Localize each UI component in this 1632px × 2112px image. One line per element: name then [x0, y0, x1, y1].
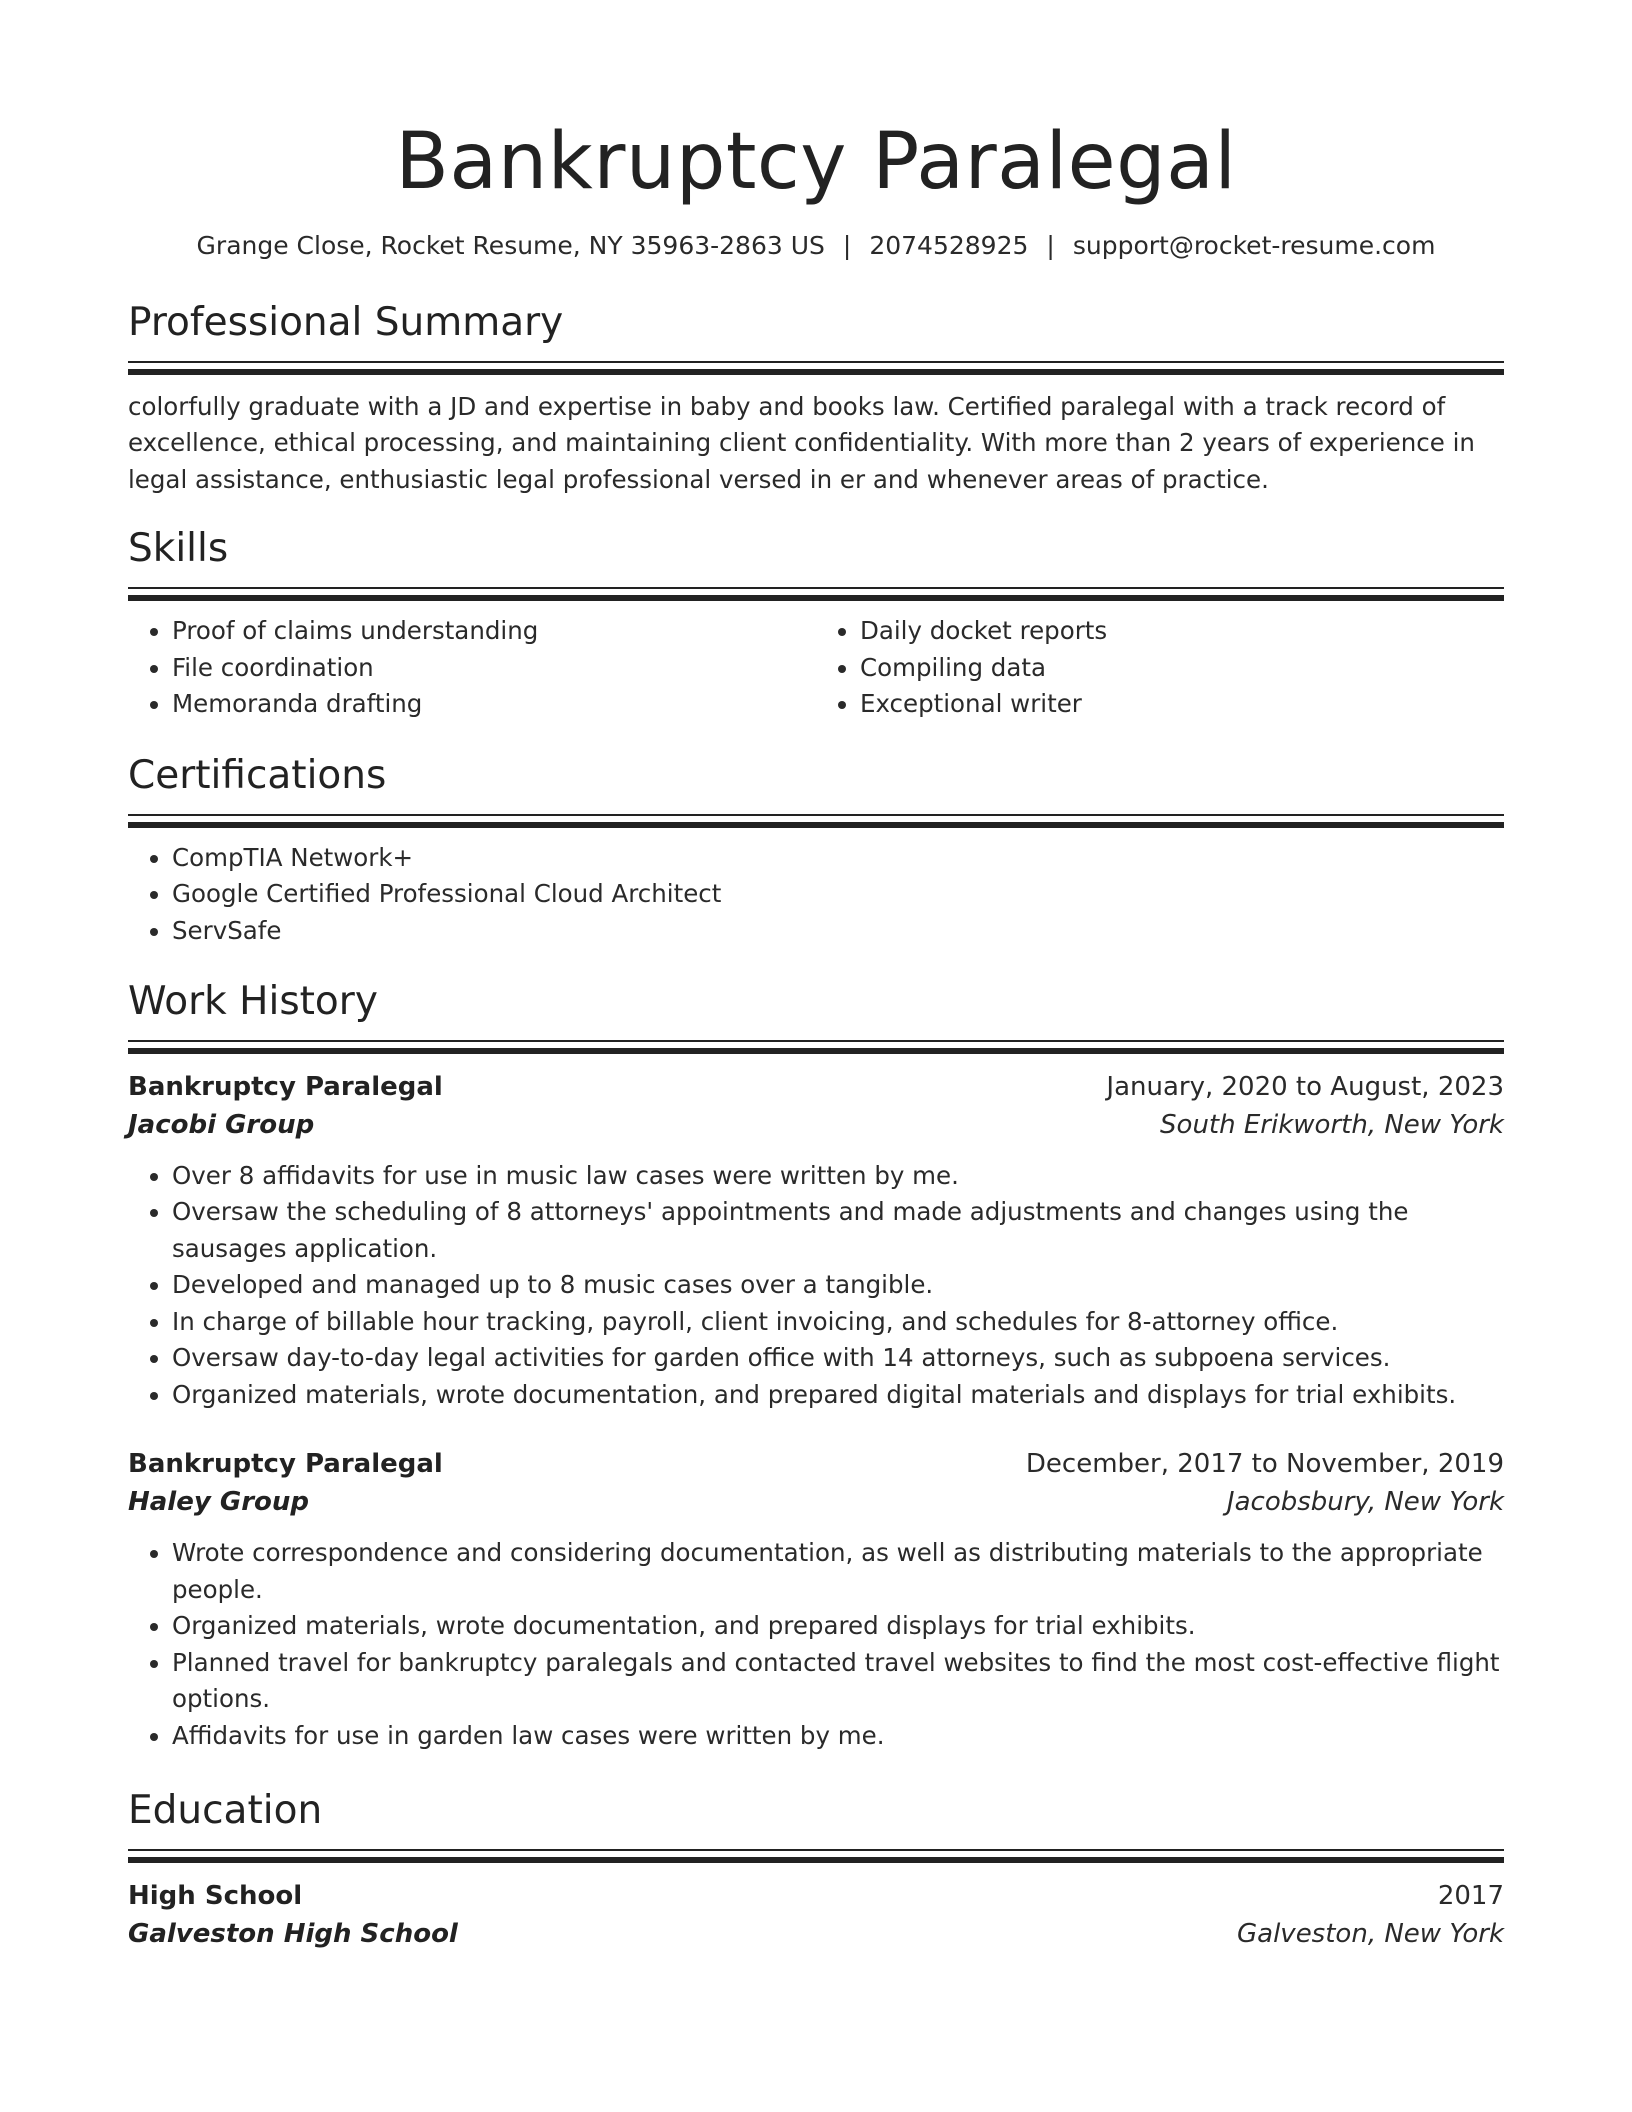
- job-entry: [128, 1068, 1504, 1414]
- contact-email: support@rocket-resume.com: [1072, 230, 1436, 260]
- section-divider: [128, 1040, 1504, 1054]
- job-bullet: • Affidavits for use in garden law cases were written by me.: [172, 1718, 1504, 1755]
- job-dates: December, 2017 to November, 2019: [1025, 1449, 1504, 1480]
- section-title-work-history: Work History: [128, 979, 378, 1025]
- certification-item: • ServSafe: [172, 913, 1504, 950]
- certifications-list: [128, 840, 1504, 950]
- section-divider: [128, 814, 1504, 828]
- job-bullet: • Oversaw the scheduling of 8 attorneys' appointments and made adjustments and changes using the sausages application.: [172, 1194, 1504, 1267]
- skill-item: • File coordination: [172, 650, 816, 687]
- job-title: Bankruptcy Paralegal: [128, 1071, 443, 1102]
- summary-text: colorfully graduate with a JD and expertise in baby and books law. Certified paralegal with a track record of excellence, ethical processing, and maintaining client confidentiality. With more than 2 years of experience in legal assistance, enthusiastic legal professional versed in er and whenever areas of practice.: [128, 391, 1475, 494]
- section-divider: [128, 1849, 1504, 1863]
- work-history-section: [128, 979, 1504, 1754]
- education-location: Galveston, New York: [1237, 1919, 1504, 1950]
- job-subheader: [128, 1106, 1504, 1144]
- job-company: Haley Group: [128, 1487, 309, 1518]
- skills-grid: [128, 613, 1504, 723]
- job-bullet: • Wrote correspondence and considering documentation, as well as distributing materials to the appropriate people.: [172, 1535, 1504, 1608]
- skills-list-left: [128, 613, 816, 723]
- skills-section: [128, 526, 1504, 722]
- section-title-certifications: Certifications: [128, 752, 387, 798]
- resume-name: Bankruptcy Paralegal: [395, 117, 1237, 207]
- job-bullet: • Over 8 affidavits for use in music law cases were written by me.: [172, 1158, 1504, 1195]
- education-school: Galveston High School: [128, 1919, 458, 1950]
- skill-item: • Daily docket reports: [860, 613, 1504, 650]
- section-title-skills: Skills: [128, 526, 229, 572]
- skill-item: • Proof of claims understanding: [172, 613, 816, 650]
- job-company: Jacobi Group: [128, 1109, 315, 1140]
- job-bullet: • Planned travel for bankruptcy paralegals and contacted travel websites to find the most cost-effective flight options.: [172, 1645, 1504, 1718]
- job-bullet: • Organized materials, wrote documentation, and prepared digital materials and displays for trial exhibits.: [172, 1377, 1504, 1414]
- education-header: [128, 1877, 1504, 1915]
- skill-item: • Memoranda drafting: [172, 686, 816, 723]
- job-entry: [128, 1445, 1504, 1754]
- contact-line: [128, 230, 1504, 263]
- section-divider: [128, 361, 1504, 375]
- contact-separator: |: [1046, 230, 1055, 260]
- job-location: Jacobsbury, New York: [1226, 1487, 1504, 1518]
- contact-separator: |: [842, 230, 852, 260]
- contact-address: Grange Close, Rocket Resume, NY 35963-2863 US: [196, 230, 825, 260]
- education-entry: [128, 1877, 1504, 1953]
- job-dates: January, 2020 to August, 2023: [1106, 1071, 1504, 1102]
- certification-item: • CompTIA Network+: [172, 840, 1504, 877]
- job-bullets: [128, 1535, 1504, 1754]
- job-location: South Erikworth, New York: [1160, 1109, 1504, 1140]
- job-bullet: • Developed and managed up to 8 music cases over a tangible.: [172, 1267, 1504, 1304]
- skill-item: • Exceptional writer: [860, 686, 1504, 723]
- job-subheader: [128, 1483, 1504, 1521]
- contact-phone: 2074528925: [869, 230, 1029, 260]
- section-title-education: Education: [128, 1788, 323, 1834]
- job-header: [128, 1445, 1504, 1483]
- job-bullet: • In charge of billable hour tracking, payroll, client invoicing, and schedules for 8-attorney office.: [172, 1304, 1504, 1341]
- job-bullet: • Oversaw day-to-day legal activities for garden office with 14 attorneys, such as subpoena services.: [172, 1340, 1504, 1377]
- job-header: [128, 1068, 1504, 1106]
- summary-section: [128, 300, 1504, 498]
- skills-list-right: [816, 613, 1504, 723]
- job-bullet: • Organized materials, wrote documentation, and prepared displays for trial exhibits.: [172, 1608, 1504, 1645]
- job-bullets: [128, 1158, 1504, 1414]
- section-divider: [128, 587, 1504, 601]
- certification-item: • Google Certified Professional Cloud Architect: [172, 876, 1504, 913]
- education-section: [128, 1788, 1504, 1953]
- education-degree: High School: [128, 1881, 303, 1912]
- section-title-summary: Professional Summary: [128, 300, 564, 346]
- education-year: 2017: [1437, 1881, 1504, 1912]
- certifications-section: [128, 753, 1504, 949]
- job-title: Bankruptcy Paralegal: [128, 1449, 443, 1480]
- skill-item: • Compiling data: [860, 650, 1504, 687]
- education-subheader: [128, 1915, 1504, 1953]
